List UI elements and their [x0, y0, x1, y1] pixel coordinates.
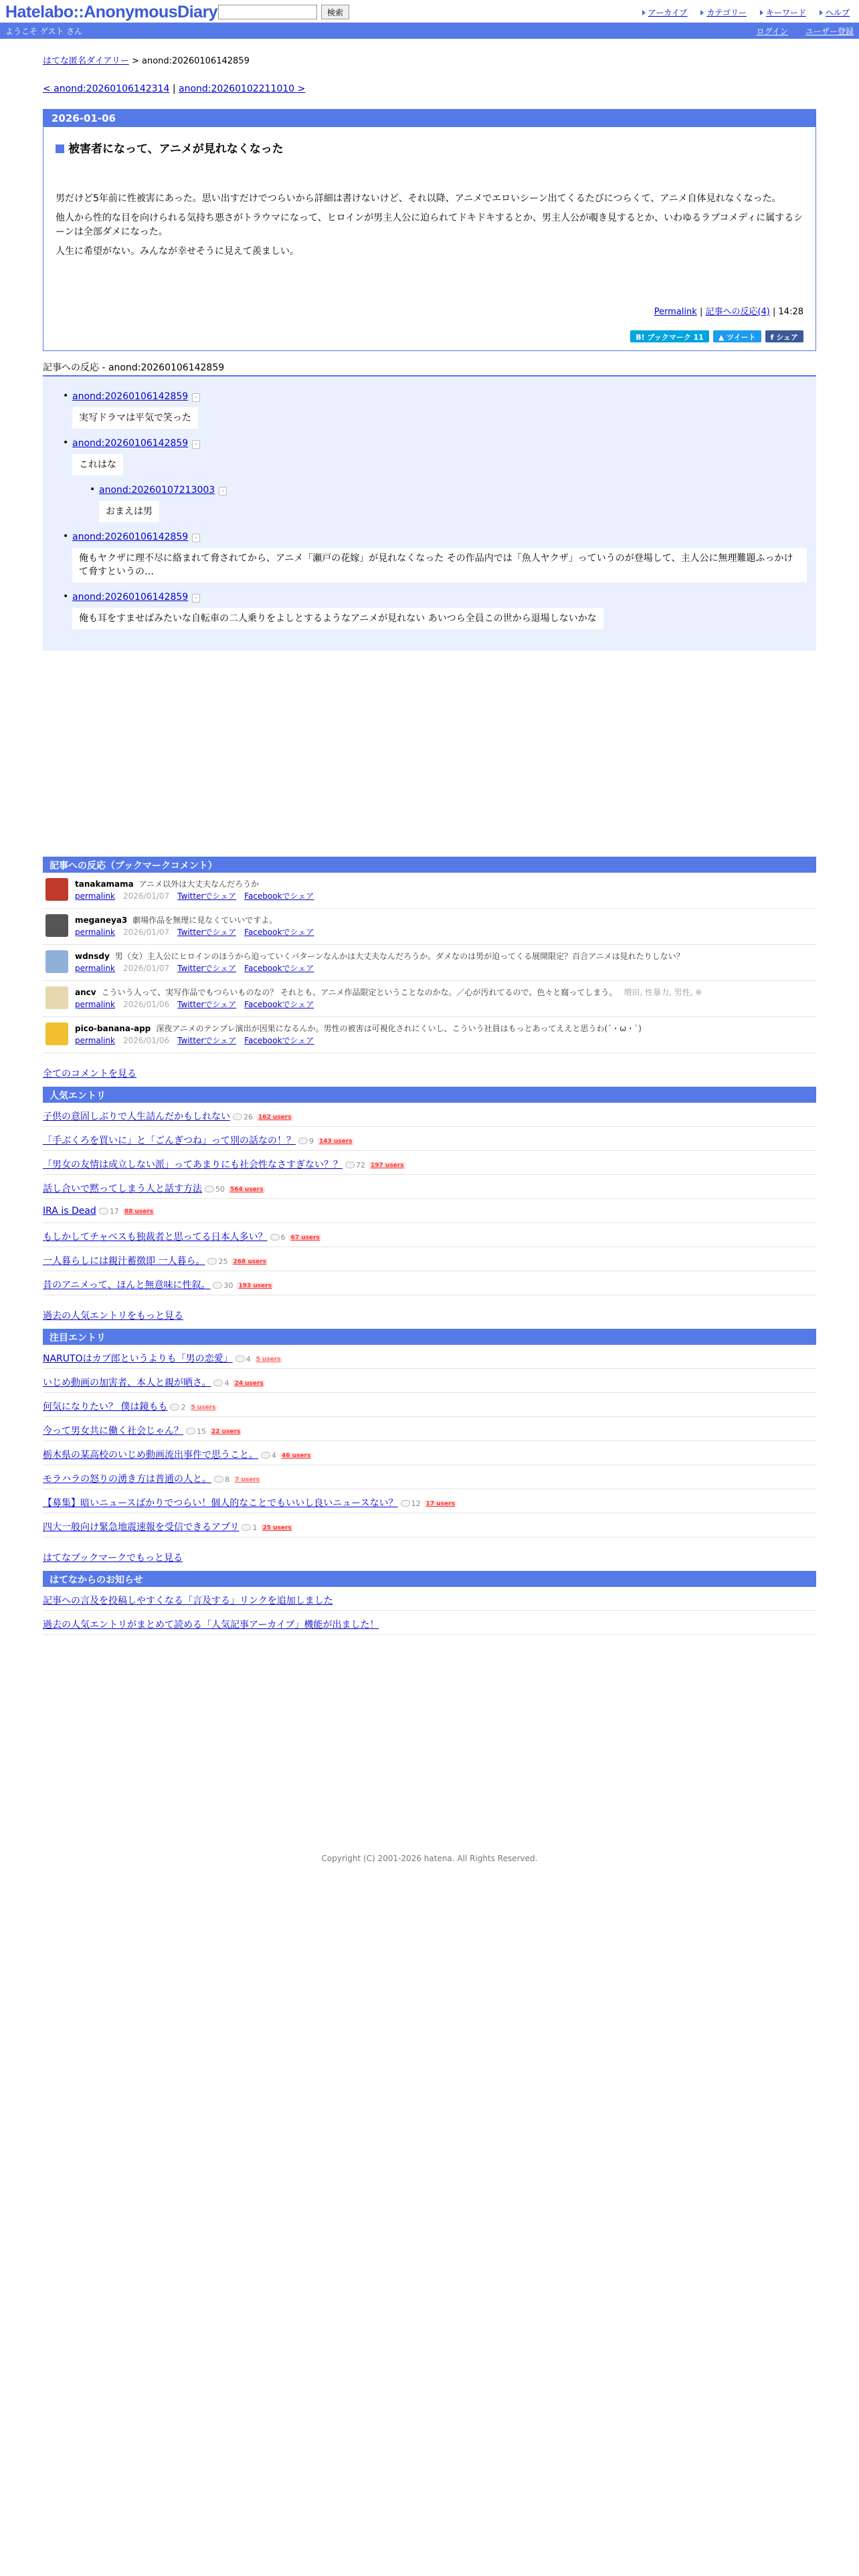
- bookmark-users-badge[interactable]: 25 users: [262, 1525, 292, 1531]
- bookmark-date: 2026/01/07: [123, 964, 170, 973]
- nav-help[interactable]: ヘルプ: [820, 7, 850, 18]
- notable-entries-section: [43, 1329, 816, 1567]
- facebook-share-button[interactable]: [765, 330, 803, 342]
- bookmark-comment: 深夜アニメのテンプレ演出が因果になるんか。男性の被害は可視化されにくいし、こういう社員はもっとあってええと思うわ(´・ω・`): [156, 1024, 642, 1033]
- entry-link[interactable]: 子供の意固しぶりで人生詰んだかもしれない: [43, 1111, 230, 1122]
- prev-next-nav: [43, 84, 816, 94]
- comment-count-value: 25: [218, 1257, 228, 1266]
- entry-row: [43, 1513, 816, 1537]
- comment-count: [205, 1185, 225, 1194]
- speech-bubble-icon: [235, 1356, 245, 1362]
- popular-entries-section: [43, 1087, 816, 1325]
- nav-archive[interactable]: アーカイブ: [642, 7, 688, 18]
- entry-row: [43, 1393, 816, 1417]
- speech-bubble-icon: [345, 1162, 355, 1168]
- comment-count-value: 6: [280, 1233, 286, 1242]
- comment-count-value: 1: [252, 1523, 258, 1532]
- search-button[interactable]: 検索: [321, 5, 349, 19]
- article: [43, 109, 816, 351]
- search-input[interactable]: [218, 5, 317, 19]
- speech-bubble-icon: [401, 1500, 410, 1507]
- bookmark-users-badge[interactable]: 17 users: [425, 1501, 455, 1507]
- notable-entries-title: 注目エントリ: [43, 1329, 816, 1345]
- bookmark-permalink[interactable]: permalink: [75, 1000, 115, 1009]
- entry-row: [43, 1465, 816, 1489]
- comment-count: [214, 1475, 229, 1484]
- entry-row: [43, 1345, 816, 1369]
- comment-count: [401, 1499, 421, 1508]
- response-link[interactable]: anond:20260106142859: [72, 438, 189, 449]
- comment-count-value: 4: [224, 1379, 229, 1388]
- article-title: [56, 139, 803, 156]
- facebook-icon: f: [770, 333, 777, 342]
- response-item: [72, 391, 807, 429]
- entry-link[interactable]: 今って男女共に働く社会じゃん？: [43, 1426, 183, 1436]
- comment-count-value: 4: [272, 1451, 276, 1460]
- bookmark-facebook-share[interactable]: Facebookでシェア: [244, 891, 314, 901]
- entry-link[interactable]: 何気になりたい？ 僕は鏡もも: [43, 1402, 168, 1412]
- hatena-bookmark-button[interactable]: B! ブックマーク 11: [630, 330, 709, 342]
- entry-row: [43, 1127, 816, 1151]
- comment-count-value: 17: [109, 1207, 119, 1216]
- response-item: [72, 532, 807, 582]
- comment-count-value: 72: [356, 1161, 365, 1170]
- news-section: [43, 1571, 816, 1635]
- comment-count: [213, 1281, 233, 1290]
- bookmark-twitter-share[interactable]: Twitterでシェア: [177, 964, 237, 973]
- bookmark-comment: アニメ以外は大丈夫なんだろうか: [138, 879, 260, 889]
- speech-bubble-icon: [170, 1404, 179, 1410]
- entry-row: [43, 1489, 816, 1513]
- bookmark-comment: こういう人って、実写作品でもつらいものなの？ それとも、アニメ作品限定ということなのかな。／心が汚れてるので、色々と腐ってしまう。: [101, 988, 617, 997]
- bookmark-permalink[interactable]: permalink: [75, 891, 115, 901]
- response-item: [72, 438, 807, 522]
- bookmark-permalink[interactable]: permalink: [75, 964, 115, 973]
- comment-count-value: 30: [223, 1281, 233, 1290]
- next-entry-link[interactable]: anond:20260102211010 >: [179, 84, 306, 94]
- bookmark-users-badge[interactable]: 5 users: [191, 1404, 216, 1411]
- comment-count-value: 4: [246, 1355, 251, 1364]
- share-buttons: [56, 330, 803, 342]
- article-title-text: 被害者になって、アニメが見れなくなった: [68, 142, 284, 156]
- entry-link[interactable]: 栃木県の某高校のいじめ動画流出事件で思うこと。: [43, 1450, 258, 1461]
- bookmark-permalink[interactable]: permalink: [75, 928, 115, 937]
- bookmark-users-badge[interactable]: 46 users: [282, 1453, 311, 1459]
- bookmark-user[interactable]: ancv: [75, 988, 96, 997]
- entry-link[interactable]: 四大一般向け緊急地震速報を受信できるアプリ: [43, 1522, 240, 1533]
- bookmark-users-badge[interactable]: 564 users: [230, 1186, 264, 1193]
- bookmark-comments-title: 記事への反応（ブックマークコメント）: [43, 857, 816, 873]
- bookmark-user[interactable]: tanakamama: [75, 879, 134, 889]
- bookmark-facebook-share[interactable]: Facebookでシェア: [244, 928, 314, 937]
- entry-link[interactable]: 昔のアニメって、ほんと無意味に性叙。: [43, 1280, 211, 1291]
- permalink-link[interactable]: Permalink: [654, 307, 697, 317]
- speech-bubble-icon: [186, 1428, 195, 1434]
- comment-count: [235, 1355, 251, 1364]
- bookmark-permalink[interactable]: permalink: [75, 1036, 115, 1045]
- comment-count: [186, 1427, 206, 1436]
- entry-link[interactable]: 話し合いで黙ってしまう人と話す方法: [43, 1184, 202, 1194]
- bookmark-user[interactable]: meganeya3: [75, 916, 128, 925]
- bookmark-row: [43, 945, 816, 981]
- welcome-text: ようこそ ゲスト さん: [5, 27, 83, 36]
- bookmark-twitter-share[interactable]: Twitterでシェア: [177, 1036, 237, 1045]
- response-text: おまえは男: [99, 501, 159, 522]
- footer-sep: |: [696, 307, 706, 317]
- top-bar: [0, 0, 859, 23]
- tweet-button[interactable]: [713, 330, 761, 342]
- response-link[interactable]: anond:20260106142859: [72, 592, 189, 603]
- speech-bubble-icon: [214, 1476, 223, 1483]
- all-comments-link[interactable]: 全てのコメントを見る: [43, 1069, 136, 1079]
- more-popular-link[interactable]: 過去の人気エントリをもっと見る: [43, 1311, 183, 1321]
- bookmark-users-badge[interactable]: 268 users: [233, 1259, 267, 1265]
- bookmark-users-badge[interactable]: 193 users: [238, 1283, 272, 1289]
- article-date: 2026-01-06: [43, 110, 816, 127]
- response-link[interactable]: anond:20260107213003: [99, 485, 215, 496]
- response-text: 俺も耳をすませばみたいな自転車の二人乗りをよしとするようなアニメが見れない あいつら全員この世から退場しないかな: [72, 608, 603, 629]
- prev-next-sep: |: [169, 84, 179, 94]
- entry-link[interactable]: IRA is Dead: [43, 1206, 96, 1216]
- bookmark-facebook-share[interactable]: Facebookでシェア: [244, 1036, 314, 1045]
- breadcrumb-current: anond:20260106142859: [142, 56, 250, 66]
- response-link[interactable]: anond:20260106142859: [72, 391, 189, 402]
- login-link[interactable]: ログイン: [756, 27, 788, 36]
- bookmark-comment: 男（女）主人公にヒロインのほうから迫っていくパターンなんかは大丈夫なんだろうか。ダメなのは男が迫ってくる展開限定？百合アニメは見れたりしない？: [114, 952, 684, 961]
- response-link[interactable]: anond:20260106142859: [72, 532, 189, 542]
- main-content: [43, 39, 816, 1635]
- entry-row: [43, 1247, 816, 1271]
- breadcrumb-home[interactable]: はてな匿名ダイアリー: [43, 56, 129, 66]
- entry-row: [43, 1199, 816, 1223]
- bookmark-twitter-share[interactable]: Twitterでシェア: [177, 891, 237, 901]
- bookmark-twitter-share[interactable]: Twitterでシェア: [177, 928, 237, 937]
- copyright: Copyright (C) 2001-2026 hatena. All Rights Reserved.: [321, 1854, 538, 1863]
- entry-link[interactable]: 「男女の友情は成立しない派」ってあまりにも社会性なさすぎない？？: [43, 1160, 343, 1170]
- popular-entries-list: [43, 1103, 816, 1295]
- news-link[interactable]: 記事への言及を投稿しやすくなる「言及する」リンクを追加しました: [43, 1596, 333, 1606]
- bookmark-user[interactable]: pico-banana-app: [75, 1024, 151, 1033]
- user-avatar-icon[interactable]: [45, 878, 68, 901]
- breadcrumb: [43, 53, 816, 66]
- nav-category[interactable]: カテゴリー: [700, 7, 747, 18]
- responses-link[interactable]: 記事への反応(4): [705, 307, 770, 317]
- entry-link[interactable]: いじめ動画の加害者、本人と親が晒さ。: [43, 1378, 211, 1388]
- comment-count-value: 9: [309, 1137, 314, 1146]
- entry-row: [43, 1441, 816, 1465]
- entry-link[interactable]: 一人暮らしには親汁蓄徴即 一人暮ら。: [43, 1256, 205, 1267]
- speech-bubble-icon: [298, 1138, 308, 1144]
- comment-count: [261, 1451, 276, 1460]
- entry-row: [43, 1223, 816, 1247]
- bookmark-comments-section: [43, 857, 816, 1083]
- speech-bubble-icon: [205, 1186, 214, 1192]
- collapse-toggle[interactable]: -: [192, 534, 200, 542]
- bookmark-tags: 増田, 性暴力, 男性, ※: [624, 988, 702, 997]
- comment-count-value: 12: [411, 1499, 421, 1508]
- comment-count: [345, 1161, 365, 1170]
- entry-link[interactable]: NARUTOはカブ郎というよりも「男の恋愛」: [43, 1354, 233, 1364]
- bookmark-date: 2026/01/07: [123, 928, 170, 937]
- speech-bubble-icon: [233, 1113, 242, 1120]
- comment-count-value: 2: [181, 1403, 186, 1412]
- entry-row: [43, 1271, 816, 1295]
- entry-row: [43, 1417, 816, 1441]
- comment-count: [270, 1233, 286, 1242]
- comment-count: [170, 1403, 185, 1412]
- entry-link[interactable]: モラハラの怒りの湧き方は普通の人と。: [43, 1474, 211, 1485]
- popular-entries-title: 人気エントリ: [43, 1087, 816, 1103]
- bookmark-row: [43, 981, 816, 1017]
- bookmark-users-badge[interactable]: 162 users: [258, 1114, 292, 1121]
- comment-count-value: 50: [215, 1185, 225, 1194]
- comment-count-value: 8: [225, 1475, 229, 1484]
- response-item: [72, 592, 807, 629]
- more-hatena-link[interactable]: はてなブックマークでもっと見る: [43, 1553, 183, 1564]
- entry-row: [43, 1175, 816, 1199]
- comment-count: [233, 1113, 253, 1121]
- speech-bubble-icon: [213, 1282, 222, 1289]
- nested-response-item: [99, 485, 807, 522]
- register-link[interactable]: ユーザー登録: [805, 27, 854, 36]
- comment-count-value: 15: [197, 1427, 206, 1436]
- bookmark-list: [43, 873, 816, 1053]
- article-paragraph: 男だけど5年前に性被害にあった。思い出すだけでつらいから詳細は書けないけど、それ以降、アニメでエロいシーン出てくるたびにつらくて、アニメ自体見れなくなった。: [56, 193, 781, 204]
- speech-bubble-icon: [99, 1208, 108, 1214]
- response-text: これはな: [72, 454, 123, 475]
- article-paragraph: 他人から性的な目を向けられる気持ち悪さがトラウマになって、ヒロインが男主人公に迫られてドキドキするとか、男主人公が覗き見するとか、いわゆるラブコメディに属するシーンは全部ダメになった。: [56, 213, 803, 237]
- tweet-label: ツイート: [727, 333, 756, 342]
- comment-count: [213, 1379, 229, 1388]
- article-time: | 14:28: [769, 307, 803, 317]
- entry-row: [43, 1151, 816, 1175]
- bookmark-users-badge[interactable]: 67 users: [290, 1235, 320, 1241]
- speech-bubble-icon: [270, 1234, 280, 1241]
- speech-bubble-icon: [261, 1452, 270, 1459]
- user-avatar-icon[interactable]: [45, 950, 68, 973]
- bookmark-row: [43, 909, 816, 945]
- user-avatar-icon[interactable]: [45, 1023, 68, 1045]
- top-nav: [642, 7, 850, 18]
- breadcrumb-sep: >: [128, 56, 142, 66]
- bookmark-users-badge[interactable]: 88 users: [124, 1208, 154, 1215]
- user-avatar-icon[interactable]: [45, 914, 68, 937]
- bookmark-user[interactable]: wdnsdy: [75, 952, 110, 961]
- news-title: はてなからのお知らせ: [43, 1571, 816, 1587]
- bookmark-facebook-share[interactable]: Facebookでシェア: [244, 1000, 314, 1009]
- bookmark-row: [43, 1017, 816, 1053]
- entry-link[interactable]: 「手ぶくろを買いに」と「ごんぎつね」って別の話なの！？: [43, 1136, 296, 1146]
- bookmark-twitter-share[interactable]: Twitterでシェア: [177, 1000, 237, 1009]
- entry-row: [43, 1103, 816, 1127]
- welcome-bar: [0, 23, 859, 39]
- comment-count: [99, 1207, 119, 1216]
- bookmark-users-badge[interactable]: 197 users: [371, 1162, 404, 1169]
- responses-title: 記事への反応 - anond:20260106142859: [43, 360, 816, 377]
- bookmark-date: 2026/01/06: [123, 1000, 170, 1009]
- comment-count: [207, 1257, 227, 1266]
- responses-box: [43, 377, 816, 651]
- comment-count: [298, 1137, 314, 1146]
- facebook-share-label: シェア: [776, 333, 798, 342]
- nav-keyword[interactable]: キーワード: [760, 7, 806, 18]
- entry-row: [43, 1369, 816, 1393]
- bookmark-date: 2026/01/06: [123, 1036, 170, 1045]
- bookmark-date: 2026/01/07: [123, 891, 170, 901]
- news-link[interactable]: 過去の人気エントリがまとめて読める「人気記事アーカイブ」機能が出ました！: [43, 1620, 379, 1630]
- bookmark-users-badge[interactable]: 7 users: [235, 1477, 260, 1483]
- speech-bubble-icon: [213, 1380, 223, 1386]
- article-footer: [56, 304, 803, 317]
- collapse-toggle[interactable]: -: [192, 594, 200, 603]
- bookmark-row: [43, 873, 816, 909]
- bookmark-comment: 劇場作品を無理に見なくていいですよ。: [132, 916, 278, 925]
- comment-count-value: 26: [244, 1113, 253, 1121]
- response-text: 実写ドラマは平気で笑った: [72, 407, 198, 429]
- speech-bubble-icon: [242, 1524, 251, 1531]
- comment-count: [242, 1523, 257, 1532]
- notable-entries-list: [43, 1345, 816, 1537]
- bookmark-facebook-share[interactable]: Facebookでシェア: [244, 964, 314, 973]
- collapse-toggle[interactable]: -: [192, 393, 200, 402]
- collapse-toggle[interactable]: -: [192, 440, 200, 449]
- response-text: 俺もヤクザに理不尽に絡まれて脅されてから、アニメ「瀬戸の花嫁」が見れなくなった その作品内では「魚人ヤクザ」っていうのが登場して、主人公に無理難題ふっかけて脅すというの…: [72, 548, 807, 582]
- prev-entry-link[interactable]: < anond:20260106142314: [43, 84, 170, 94]
- article-paragraph: 人生に希望がない。みんなが幸せそうに見えて羨ましい。: [56, 246, 299, 257]
- title-square-icon: [56, 144, 64, 153]
- entry-link[interactable]: もしかしてチャベスも独裁者と思ってる日本人多い？: [43, 1232, 268, 1243]
- entry-link[interactable]: 【募集】暗いニュースばかりでつらい！個人的なことでもいいし良いニュースない？: [43, 1498, 398, 1509]
- speech-bubble-icon: [207, 1258, 217, 1265]
- twitter-icon: ▲: [718, 333, 727, 342]
- article-text: [56, 192, 803, 259]
- site-logo[interactable]: Hatelabo::AnonymousDiary: [5, 3, 218, 21]
- bookmark-users-badge[interactable]: 143 users: [319, 1138, 353, 1145]
- bookmark-users-badge[interactable]: 22 users: [211, 1428, 241, 1435]
- user-avatar-icon[interactable]: [45, 986, 68, 1009]
- bookmark-users-badge[interactable]: 5 users: [256, 1356, 281, 1363]
- bookmark-users-badge[interactable]: 24 users: [234, 1380, 264, 1387]
- collapse-toggle[interactable]: -: [219, 487, 227, 496]
